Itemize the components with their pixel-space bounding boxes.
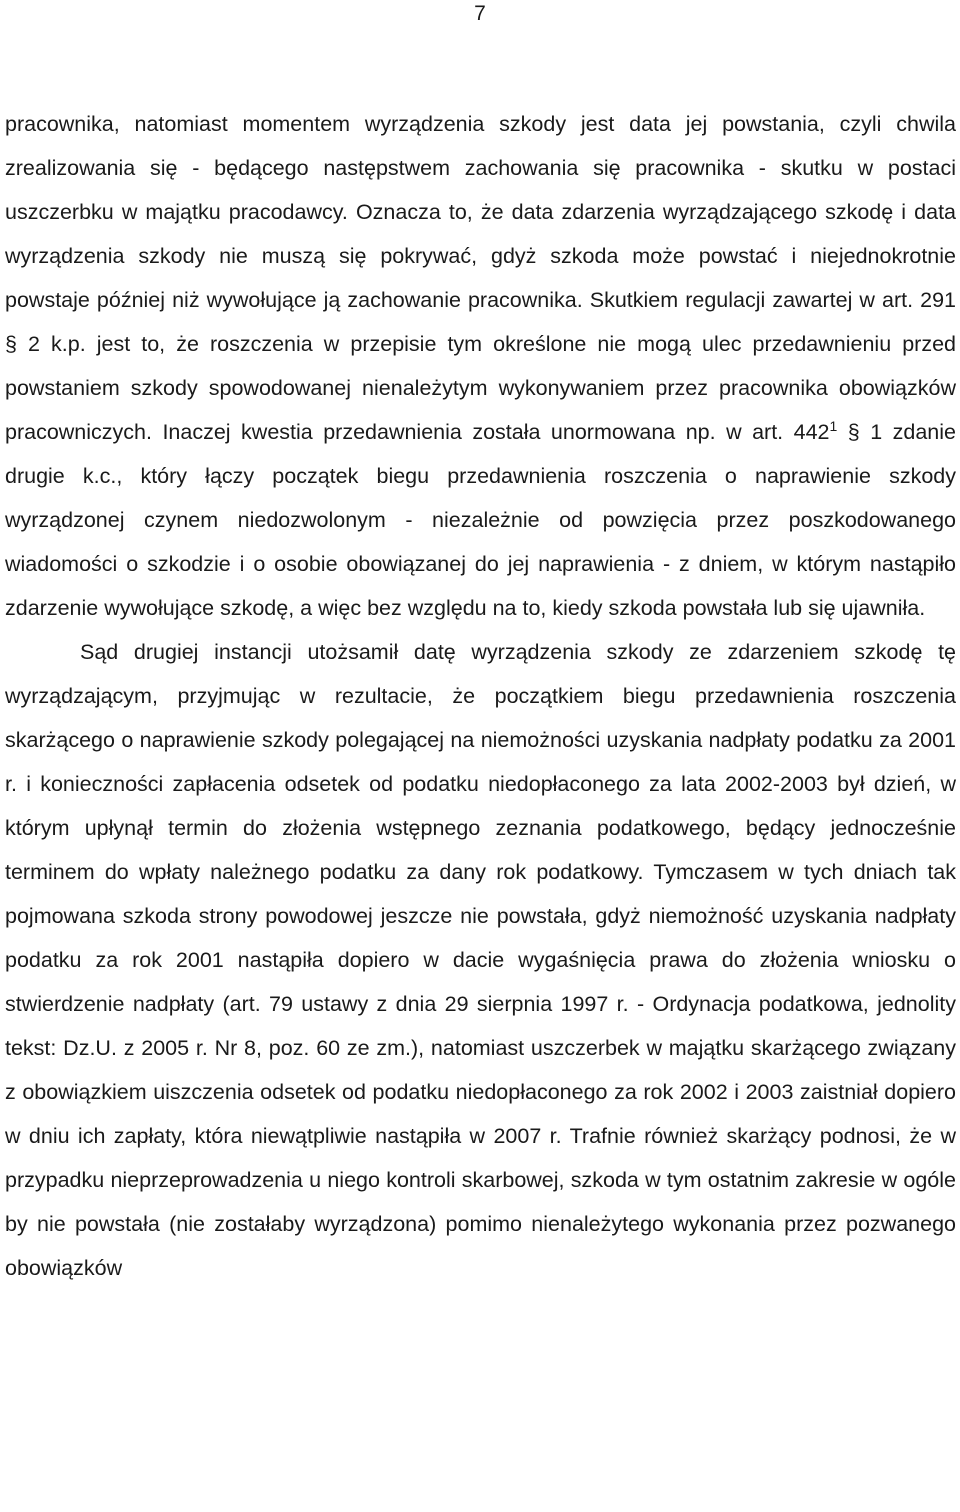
paragraph-1-text: pracownika, natomiast momentem wyrządzenia szkody jest data jej powstania, czyli chwila zrealizowania się - będącego następstwem zachowania się pracownika - skutku w postaci uszczerbku w majątku pracodawcy. Oznacza to, że data zdarzenia wyrządzającego szkodę i data wyrządzenia szkody nie muszą się pokrywać, gdyż szkoda może powstać i niejednokrotnie powstaje później niż wywołujące ją zachowanie pracownika. Skutkiem regulacji zawartej w art. 291 § 2 k.p. jest to, że roszczenia w przepisie tym określone nie mogą ulec przedawnieniu przed powstaniem szkody spowodowanej nienależytym wykonywaniem przez pracownika obowiązków pracowniczych. Inaczej kwestia przedawnienia została unormowana np. w art. 442 [5, 112, 956, 444]
paragraph-1-text-cont: § 1 zdanie drugie k.c., który łączy początek biegu przedawnienia roszczenia o naprawienie szkody wyrządzonej czynem niedozwolonym - niezależnie od powzięcia przez poszkodowanego wiadomości o szkodzie i o osobie obowiązanej do jej naprawienia - z dniem, w którym nastąpiło zdarzenie wywołujące szkodę, a więc bez względu na to, kiedy szkoda powstała lub się ujawniła. [5, 420, 956, 620]
paragraph-1 [5, 102, 956, 630]
paragraph-2: Sąd drugiej instancji utożsamił datę wyrządzenia szkody ze zdarzeniem szkodę tę wyrządzającym, przyjmując w rezultacie, że początkiem biegu przedawnienia roszczenia skarżącego o naprawienie szkody polegającej na niemożności uzyskania nadpłaty podatku za 2001 r. i konieczności zapłacenia odsetek od podatku niedopłaconego za lata 2002-2003 był dzień, w którym upłynął termin do złożenia wstępnego zeznania podatkowego, będący jednocześnie terminem do wpłaty należnego podatku za dany rok podatkowy. Tymczasem w tych dniach tak pojmowana szkoda strony powodowej jeszcze nie powstała, gdyż niemożność uzyskania nadpłaty podatku za rok 2001 nastąpiła dopiero w dacie wygaśnięcia prawa do złożenia wniosku o stwierdzenie nadpłaty (art. 79 ustawy z dnia 29 sierpnia 1997 r. - Ordynacja podatkowa, jednolity tekst: Dz.U. z 2005 r. Nr 8, poz. 60 ze zm.), natomiast uszczerbek w majątku skarżącego związany z obowiązkiem uiszczenia odsetek od podatku niedopłaconego za rok 2002 i 2003 zaistniał dopiero w dniu ich zapłaty, która niewątpliwie nastąpiła w 2007 r. Trafnie również skarżący podnosi, że w przypadku nieprzeprowadzenia u niego kontroli skarbowej, szkoda w tym ostatnim zakresie w ogóle by nie powstała (nie zostałaby wyrządzona) pomimo nienależytego wykonania przez pozwanego obowiązków [5, 640, 956, 1280]
superscript-1: 1 [829, 417, 838, 434]
page-number: 7 [474, 2, 486, 25]
document-body [5, 102, 956, 1290]
